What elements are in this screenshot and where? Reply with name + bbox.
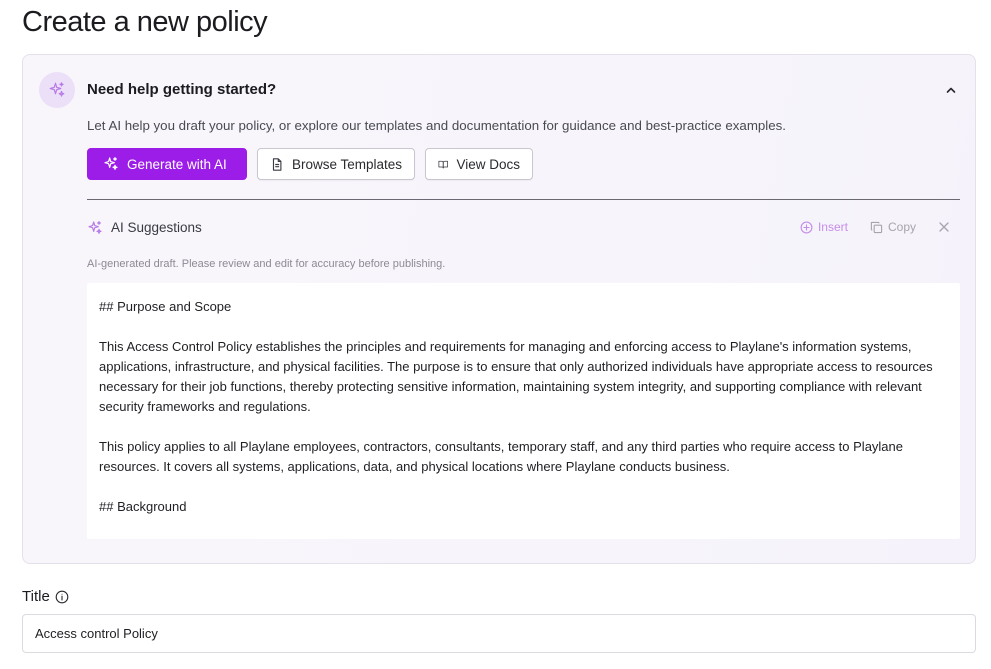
ai-suggestions-title: AI Suggestions <box>111 220 202 235</box>
suggestion-actions <box>800 220 950 234</box>
browse-templates-button[interactable] <box>257 148 415 180</box>
info-icon[interactable] <box>55 590 69 604</box>
sparkle-icon <box>48 81 66 99</box>
draft-paragraph: ## Purpose and Scope <box>99 299 232 314</box>
generate-with-ai-button[interactable] <box>87 148 247 180</box>
insert-button[interactable] <box>800 220 848 234</box>
page-title: Create a new policy <box>22 6 268 38</box>
ai-disclaimer: AI-generated draft. Please review and edit for accuracy before publishing. <box>87 258 446 270</box>
divider <box>87 199 960 200</box>
insert-label: Insert <box>817 220 848 234</box>
help-description: Let AI help you draft your policy, or explore our templates and documentation for guidance and best-practice examples. <box>87 118 786 133</box>
help-actions <box>87 148 533 180</box>
title-label-text: Title <box>22 588 50 605</box>
plus-circle-icon <box>800 221 813 234</box>
copy-icon <box>870 221 883 234</box>
help-panel <box>22 54 976 564</box>
help-heading: Need help getting started? <box>87 81 277 98</box>
view-docs-button[interactable] <box>425 148 533 180</box>
view-docs-label: View Docs <box>456 156 520 172</box>
sparkle-icon <box>87 220 103 236</box>
close-icon[interactable] <box>938 221 950 233</box>
sparkle-icon <box>103 156 119 172</box>
sparkle-badge <box>39 72 75 108</box>
title-input[interactable] <box>22 614 976 653</box>
copy-label: Copy <box>887 220 916 234</box>
draft-paragraph: This Access Control Policy establishes the principles and requirements for managing and enforcing access to Playlane's information systems, applications, infrastructure, and physical facilities. The purpose is to ensure that only authorized individuals have appropriate access to resources necessary for their job functions, thereby protecting sensitive information, maintaining system integrity, and supporting compliance with relevant security frameworks and regulations. <box>99 339 933 414</box>
document-icon <box>270 157 284 172</box>
chevron-up-icon[interactable] <box>943 82 959 98</box>
book-open-icon <box>438 157 448 172</box>
copy-button[interactable] <box>870 220 916 234</box>
generate-with-ai-label: Generate with AI <box>127 156 227 172</box>
draft-paragraph: This policy applies to all Playlane employees, contractors, consultants, temporary staff, and any third parties who require access to Playlane resources. It covers all systems, applications, data, and physical locations where Playlane conducts business. <box>99 439 904 474</box>
ai-draft-content <box>87 283 960 539</box>
browse-templates-label: Browse Templates <box>291 156 402 172</box>
title-field-label <box>22 588 69 605</box>
draft-paragraph: ## Background <box>99 499 187 514</box>
